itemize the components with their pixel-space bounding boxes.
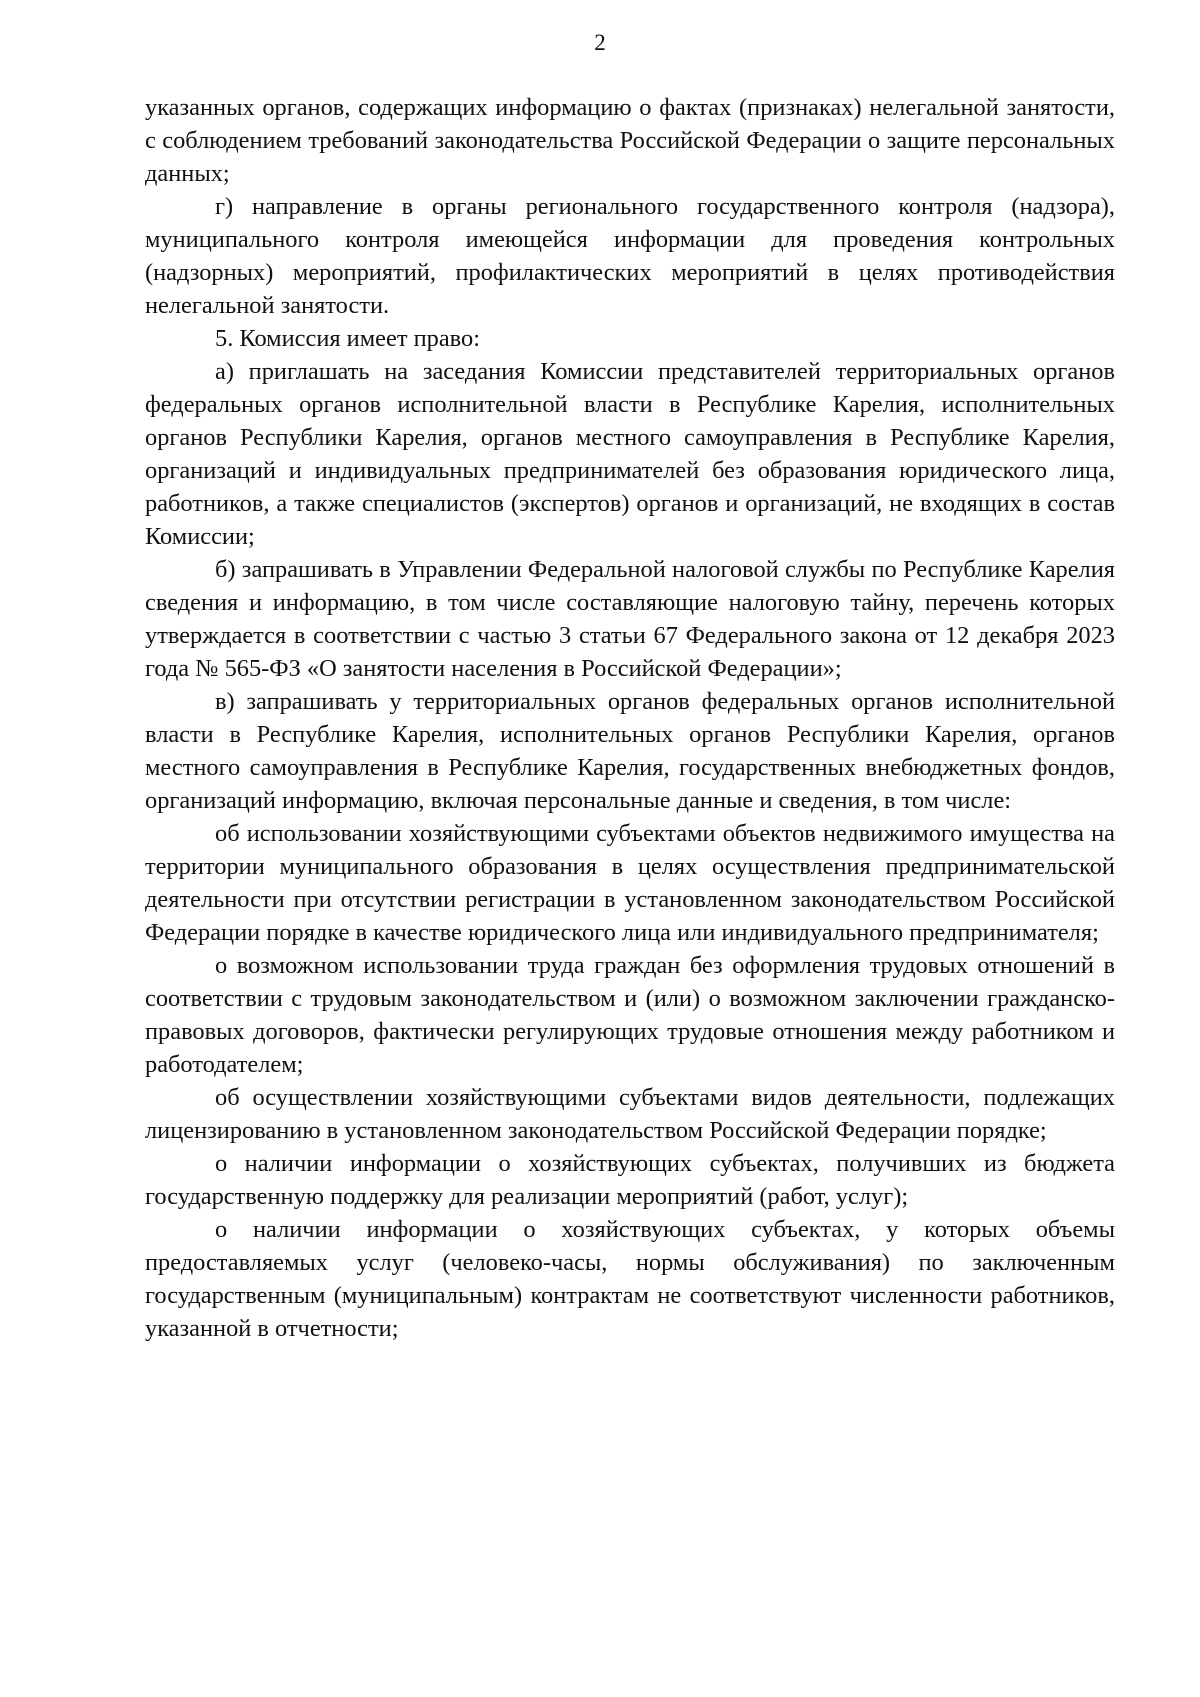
paragraph-10: о наличии информации о хозяйствующих субъектах, получивших из бюджета государственную поддержку для реализации мероприятий (работ, услуг);: [145, 1150, 1115, 1210]
paragraph-1: указанных органов, содержащих информацию о фактах (признаках) нелегальной занятости, с соблюдением требований законодательства Российской Федерации о защите персональных данных;: [145, 94, 1115, 187]
paragraph-8: о возможном использовании труда граждан без оформления трудовых отношений в соответствии с трудовым законодательством и (или) о возможном заключении гражданско-правовых договоров, фактически регулирующих трудовые отношения между работником и работодателем;: [145, 952, 1115, 1078]
paragraph-7: об использовании хозяйствующими субъектами объектов недвижимого имущества на территории муниципального образования в целях осуществления предпринимательской деятельности при отсутствии регистрации в установленном законодательством Российской Федерации порядке в качестве юридического лица или индивидуального предпринимателя;: [145, 820, 1115, 946]
paragraph-9: об осуществлении хозяйствующими субъектами видов деятельности, подлежащих лицензированию в установленном законодательством Российской Федерации порядке;: [145, 1084, 1115, 1144]
paragraph-2: г) направление в органы регионального государственного контроля (надзора), муниципального контроля имеющейся информации для проведения контрольных (надзорных) мероприятий, профилактических мероприятий в целях противодействия нелегальной занятости.: [145, 193, 1115, 319]
paragraph-3: 5. Комиссия имеет право:: [215, 325, 480, 352]
paragraph-4: а) приглашать на заседания Комиссии представителей территориальных органов федеральных органов исполнительной власти в Республике Карелия, исполнительных органов Республики Карелия, органов местного самоуправления в Республике Карелия, организаций и индивидуальных предпринимателей без образования юридического лица, работников, а также специалистов (экспертов) органов и организаций, не входящих в состав Комиссии;: [145, 358, 1115, 550]
page-number: 2: [594, 30, 606, 55]
paragraph-11: о наличии информации о хозяйствующих субъектах, у которых объемы предоставляемых услуг (человеко-часы, нормы обслуживания) по заключенным государственным (муниципальным) контрактам не соответствуют численности работников, указанной в отчетности;: [145, 1216, 1115, 1342]
paragraph-6: в) запрашивать у территориальных органов федеральных органов исполнительной власти в Республике Карелия, исполнительных органов Республики Карелия, органов местного самоуправления в Республике Карелия, государственных внебюджетных фондов, организаций информацию, включая персональные данные и сведения, в том числе:: [145, 688, 1115, 814]
document-body: [145, 91, 1115, 1345]
paragraph-5: б) запрашивать в Управлении Федеральной налоговой службы по Республике Карелия сведения и информацию, в том числе составляющие налоговую тайну, перечень которых утверждается в соответствии с частью 3 статьи 67 Федерального закона от 12 декабря 2023 года № 565-ФЗ «О занятости населения в Российской Федерации»;: [145, 556, 1115, 682]
